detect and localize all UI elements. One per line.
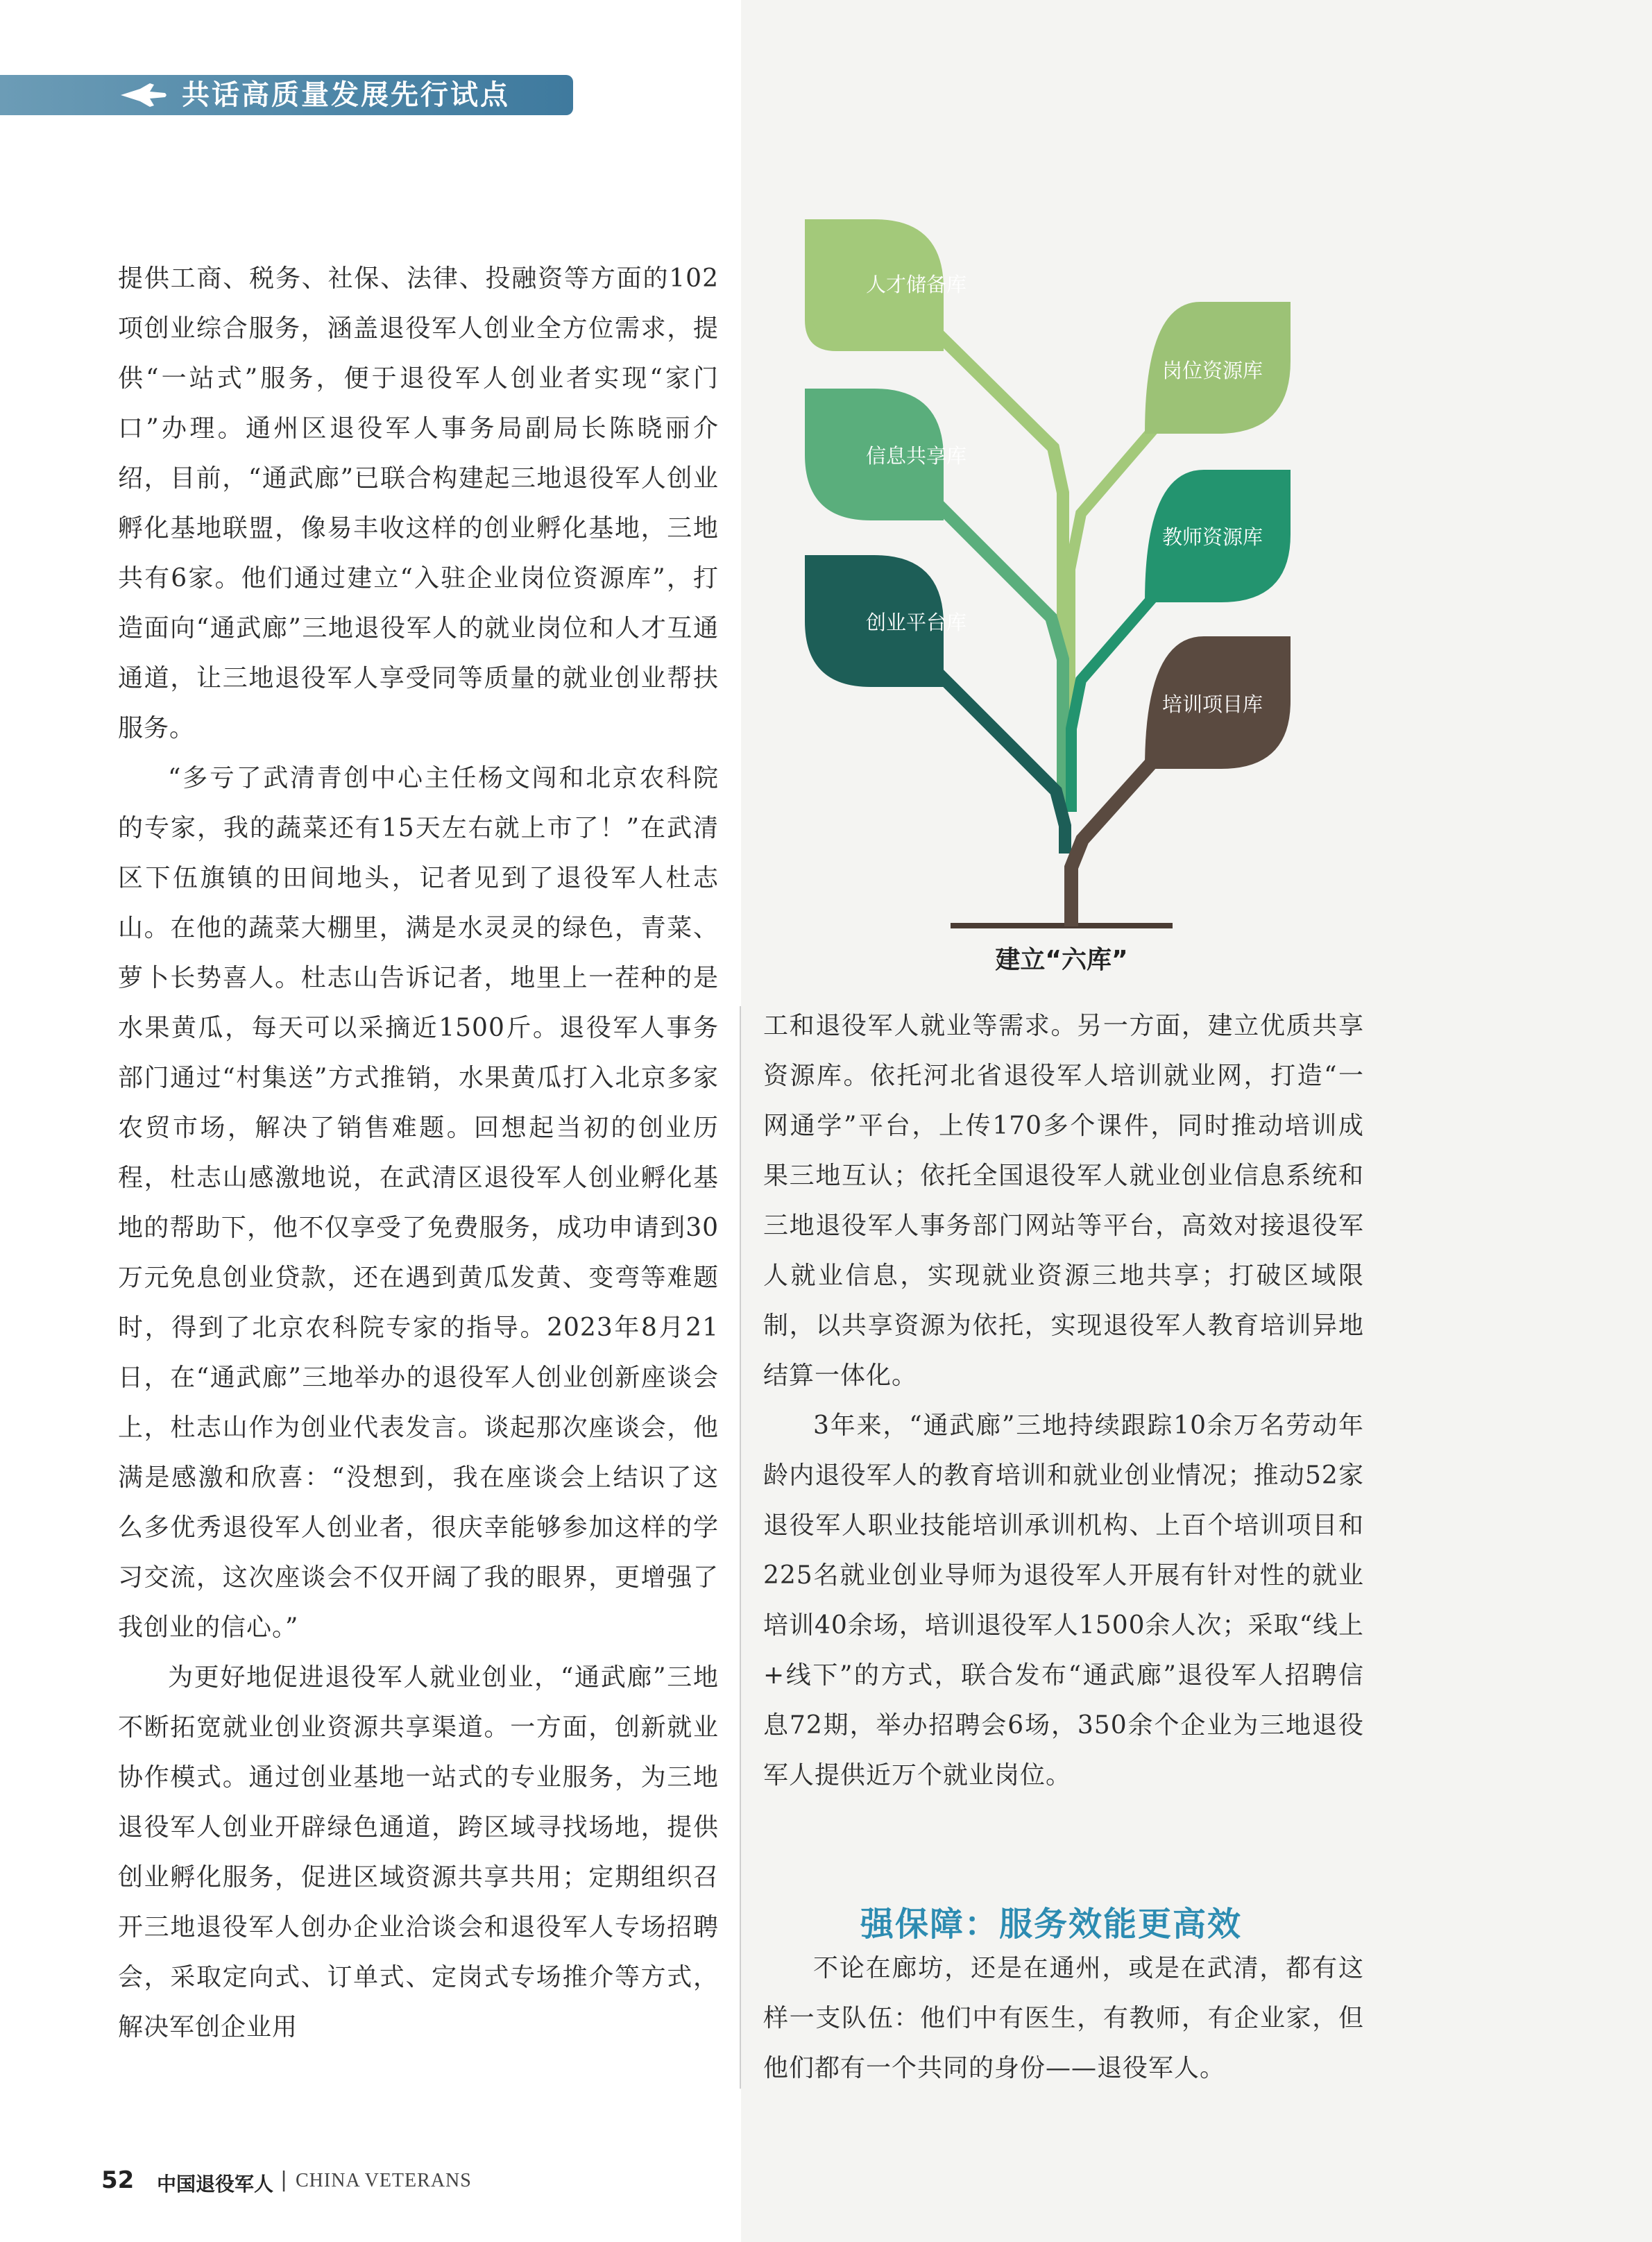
magazine-name: 中国退役军人: [157, 2173, 274, 2196]
column-divider: [740, 1006, 741, 2089]
section-heading: 强保障：服务效能更高效: [860, 1905, 1243, 1944]
paragraph: 为更好地促进退役军人就业创业，“通武廊”三地不断拓宽就业创业资源共享渠道。一方面，创新就业协作模式。通过创业基地一站式的专业服务，为三地退役军人创业开辟绿色通道，跨区域寻找场地，提供创业孵化服务，促进区域资源共享共用；定期组织召开三地退役军人创办企业洽谈会和退役军人专场招聘会，采取定向式、订单式、定岗式专场推介等方式，解决军创企业用: [118, 1663, 719, 2041]
fighter-jet-icon: [119, 82, 168, 108]
footer-separator: |: [280, 2168, 288, 2192]
section-title: 共话高质量发展先行试点: [182, 79, 510, 111]
leaf-label-jobs: 岗位资源库: [1162, 359, 1263, 382]
leaf-label-startup: 创业平台库: [866, 611, 967, 634]
paragraph: 3年来，“通武廊”三地持续跟踪10余万名劳动年龄内退役军人的教育培训和就业创业情况；推动52家退役军人职业技能培训承训机构、上百个培训项目和225名就业创业导师为退役军人开展有针对性的就业培训40余场，培训退役军人1500余人次；采取“线上+线下”的方式，联合发布“通武廊”退役军人招聘信息72期，举办招聘会6场，350余个企业为三地退役军人提供近万个就业岗位。: [763, 1411, 1364, 1790]
branch: [909, 305, 1063, 756]
left-column: [118, 254, 719, 2053]
page-number: 52: [101, 2166, 135, 2194]
leaf-label-training: 培训项目库: [1162, 693, 1263, 716]
ground-line: [951, 923, 1173, 928]
leaf-label-teachers: 教师资源库: [1162, 525, 1263, 549]
magazine-name-en: CHINA VETERANS: [296, 2170, 472, 2191]
diagram-caption: 建立“六库”: [995, 946, 1128, 974]
leaf-label-info: 信息共享库: [866, 444, 967, 468]
paragraph: “多亏了武清青创中心主任杨文闯和北京农科院的专家，我的蔬菜还有15天左右就上市了！”在武清区下伍旗镇的田间地头，记者见到了退役军人杜志山。在他的蔬菜大棚里，满是水灵灵的绿色，青菜、萝卜长势喜人。杜志山告诉记者，地里上一茬种的是水果黄瓜，每天可以采摘近1500斤。退役军人事务部门通过“村集送”方式推销，水果黄瓜打入北京多家农贸市场，解决了销售难题。回想起当初的创业历程，杜志山感激地说，在武清区退役军人创业孵化基地的帮助下，他不仅享受了免费服务，成功申请到30万元免息创业贷款，还在遇到黄瓜发黄、变弯等难题时，得到了北京农科院专家的指导。2023年8月21日，在“通武廊”三地举办的退役军人创业创新座谈会上，杜志山作为创业代表发言。谈起那次座谈会，他满是感激和欣喜：“没想到，我在座谈会上结识了这么多优秀退役军人创业者，很庆幸能够参加这样的学习交流，这次座谈会不仅开阔了我的眼界，更增强了我创业的信心。”: [118, 764, 719, 1642]
paragraph: 提供工商、税务、社保、法律、投融资等方面的102项创业综合服务，涵盖退役军人创业全方位需求，提供“一站式”服务，便于退役军人创业者实现“家门口”办理。通州区退役军人事务局副局长陈晓丽介绍，目前，“通武廊”已联合构建起三地退役军人创业孵化基地联盟，像易丰收这样的创业孵化基地，三地共有6家。他们通过建立“入驻企业岗位资源库”，打造面向“通武廊”三地退役军人的就业岗位和人才互通通道，让三地退役军人享受同等质量的就业创业帮扶服务。: [118, 264, 719, 742]
right-column-section: [763, 1944, 1364, 2094]
paragraph: 工和退役军人就业等需求。另一方面，建立优质共享资源库。依托河北省退役军人培训就业网，打造“一网通学”平台，上传170多个课件，同时推动培训成果三地互认；依托全国退役军人就业创业信息系统和三地退役军人事务部门网站等平台，高效对接退役军人就业信息，实现就业资源三地共享；打破区域限制，以共享资源为依托，实现退役军人教育培训异地结算一体化。: [763, 1012, 1364, 1390]
six-libraries-diagram: [805, 201, 1304, 971]
paragraph: 不论在廊坊，还是在通州，或是在武清，都有这样一支队伍：他们中有医生，有教师，有企业家，但他们都有一个共同的身份——退役军人。: [763, 1954, 1364, 2082]
right-column: [763, 1001, 1364, 1801]
leaf-label-talent: 人才储备库: [866, 273, 967, 296]
tree-graphic: [805, 201, 1304, 971]
